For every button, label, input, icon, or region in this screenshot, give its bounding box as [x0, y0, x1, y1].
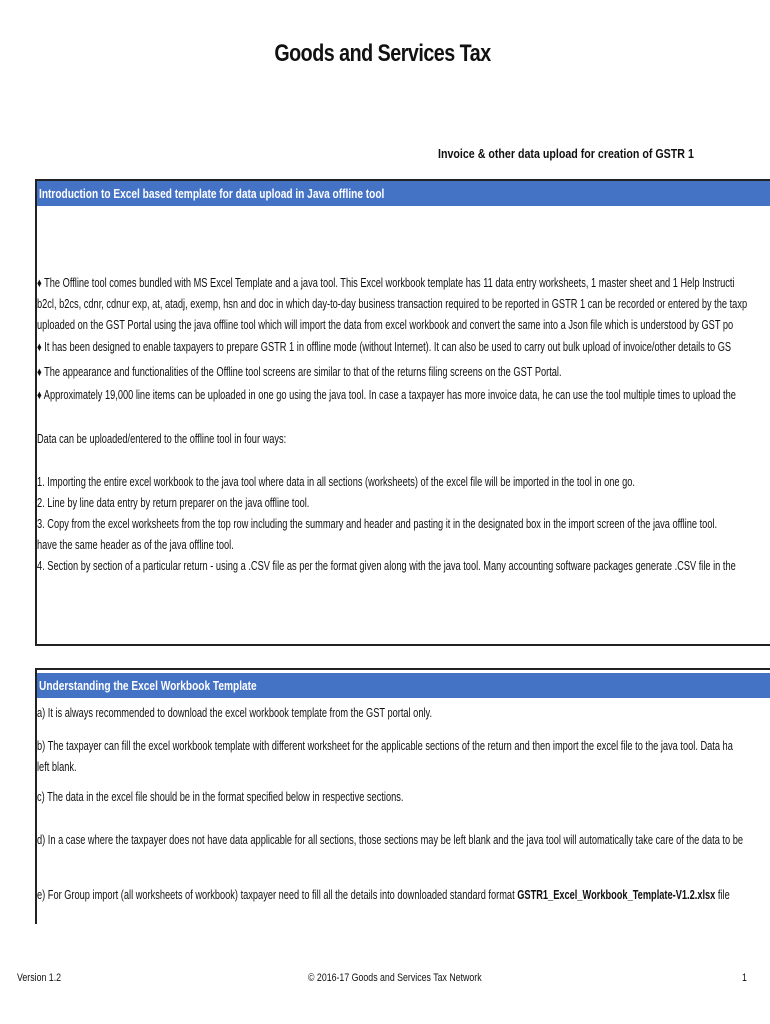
- footer-copyright: © 2016-17 Goods and Services Tax Network: [308, 972, 482, 984]
- page-subtitle: Invoice & other data upload for creation of GSTR 1: [438, 146, 694, 161]
- workbook-template-filename: GSTR1_Excel_Workbook_Template-V1.2.xlsx: [517, 888, 716, 902]
- intro-line-1: ♦ The Offline tool comes bundled with MS Excel Template and a java tool. This Excel workbook template has 11 data entry worksheets, 1 master sheet and 1 Help Instructi: [37, 276, 735, 290]
- intro-section-body: [37, 272, 770, 602]
- intro-line-9: 2. Line by line data entry by return preparer on the java offline tool.: [37, 496, 310, 510]
- intro-line-6: ♦ Approximately 19,000 line items can be uploaded in one go using the java tool. In case a taxpayer has more invoice data, he can use the tool multiple times to upload the: [37, 388, 736, 402]
- page-title: Goods and Services Tax: [274, 40, 491, 67]
- intro-line-3: uploaded on the GST Portal using the java offline tool which will import the data from excel workbook and convert the same into a Json file which is understood by GST po: [37, 318, 734, 332]
- workbook-line-b2: left blank.: [37, 760, 77, 774]
- intro-line-2: b2cl, b2cs, cdnr, cdnur exp, at, atadj, exemp, hsn and doc in which day-to-day business transaction required to be reported in GSTR 1 can be recorded or entered by the taxp: [37, 297, 748, 311]
- workbook-line-e: [37, 888, 770, 902]
- intro-section-header: Introduction to Excel based template for data upload in Java offline tool: [37, 181, 770, 206]
- footer-version: Version 1.2: [17, 972, 62, 984]
- intro-line-7: Data can be uploaded/entered to the offline tool in four ways:: [37, 432, 287, 446]
- intro-line-10: 3. Copy from the excel worksheets from the top row including the summary and header and pasting it in the designated box in the import screen of the java offline tool.: [37, 517, 718, 531]
- intro-line-4: ♦ It has been designed to enable taxpayers to prepare GSTR 1 in offline mode (without Internet). It can also be used to carry out bulk upload of invoice/other details to GS: [37, 340, 732, 354]
- workbook-line-e-text: e) For Group import (all worksheets of workbook) taxpayer need to fill all the details into downloaded standard format: [37, 888, 518, 902]
- workbook-section-body: [37, 704, 770, 919]
- intro-line-8: 1. Importing the entire excel workbook to the java tool where data in all sections (worksheets) of the excel file will be imported in the tool in one go.: [37, 475, 635, 489]
- workbook-line-c: c) The data in the excel file should be in the format specified below in respective sections.: [37, 790, 404, 804]
- workbook-line-e-suffix: file: [715, 888, 730, 902]
- workbook-line-d: d) In a case where the taxpayer does not have data applicable for all sections, those sections may be left blank and the java tool will automatically take care of the data to be: [37, 833, 743, 847]
- intro-line-12: 4. Section by section of a particular return - using a .CSV file as per the format given along with the java tool. Many accounting software packages generate .CSV file in the: [37, 559, 736, 573]
- intro-line-5: ♦ The appearance and functionalities of the Offline tool screens are similar to that of the returns filing screens on the GST Portal.: [37, 365, 562, 379]
- intro-line-11: have the same header as of the java offline tool.: [37, 538, 234, 552]
- footer-page-number: 1: [742, 972, 747, 984]
- workbook-section-header: Understanding the Excel Workbook Template: [37, 673, 770, 698]
- workbook-line-a: a) It is always recommended to download the excel workbook template from the GST portal only.: [37, 706, 433, 720]
- workbook-line-b: b) The taxpayer can fill the excel workbook template with different worksheet for the applicable sections of the return and then import the excel file to the java tool. Data ha: [37, 739, 733, 753]
